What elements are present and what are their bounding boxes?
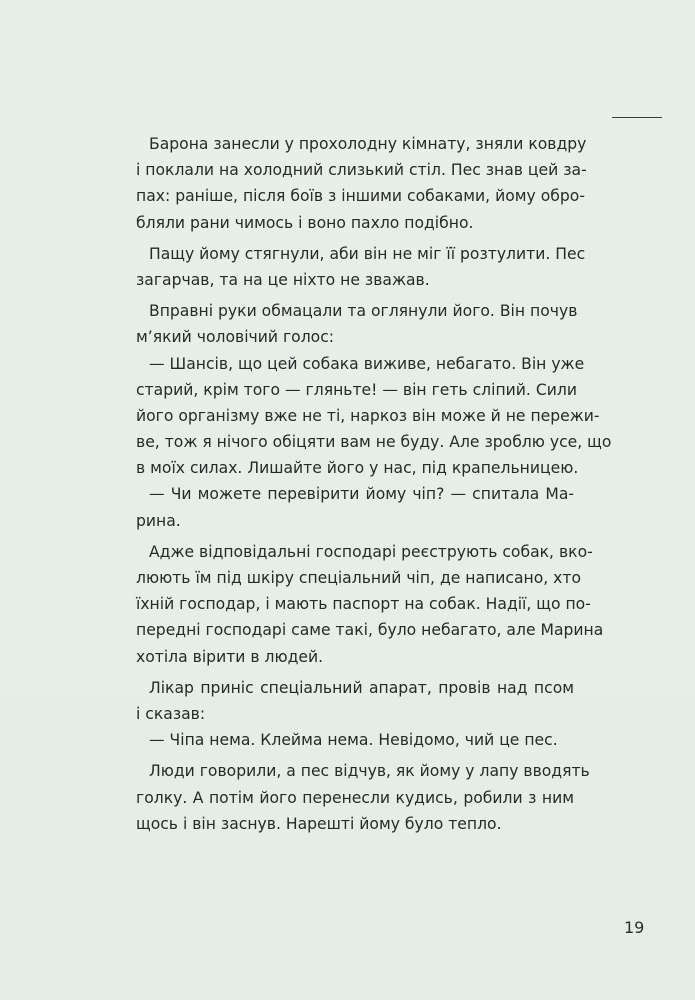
header-rule [612,117,662,118]
text-line: пах: раніше, після боїв з іншими собаками, йому обро- [136,187,585,206]
text-line: їхній господар, і мають паспорт на собак. Надії, що по- [136,595,591,614]
text-line: в моїх силах. Лишайте його у нас, під крапельницею. [136,459,579,478]
text-line: Барона занесли у прохолодну кімнату, зняли ковдру [149,135,587,153]
text-line: Вправні руки обмацали та оглянули його. Він почув [149,302,578,321]
text-line: загарчав, та на це ніхто не зважав. [136,270,430,289]
page-number: 19 [624,918,645,937]
text-line: голку. А потім його перенесли кудись, робили з ним [136,788,574,807]
text-line: — Чи можете перевірити йому чіп? — спитала Ма- [149,485,574,504]
text-line: Пащу йому стягнули, аби він не міг її розтулити. Пес [149,244,586,263]
text-line: хотіла вірити в людей. [136,647,324,666]
text-line: — Чіпа нема. Клейма нема. Невідомо, чий це пес. [149,731,558,750]
text-line: люють їм під шкіру спеціальний чіп, де написано, хто [136,569,582,587]
text-line: ве, тож я нічого обіцяти вам не буду. Але зроблю усе, що [136,433,612,452]
text-line: і сказав: [136,704,206,723]
text-line: щось і він заснув. Нарешті йому було тепло. [136,814,502,833]
text-line: його організму вже не ті, наркоз він може й не пережи- [136,406,600,425]
text-line: рина. [136,511,181,530]
text-line: передні господарі саме такі, було небагато, але Марина [136,621,604,640]
text-line: і поклали на холодний слизький стіл. Пес знав цей за- [136,161,587,180]
body-text [136,131,612,837]
text-line: бляли рани чимось і воно пахло подібно. [136,213,474,232]
text-line: Лікар приніс спеціальний апарат, провів над псом [149,678,574,697]
text-line: м’який чоловічий голос: [136,328,335,347]
text-line: старий, крім того — гляньте! — він геть сліпий. Сили [136,380,577,399]
text-line: — Шансів, що цей собака виживе, небагато. Він уже [149,354,585,373]
text-line: Адже відповідальні господарі реєструють собак, вко- [149,542,593,561]
text-line: Люди говорили, а пес відчув, як йому у лапу вводять [149,762,590,781]
